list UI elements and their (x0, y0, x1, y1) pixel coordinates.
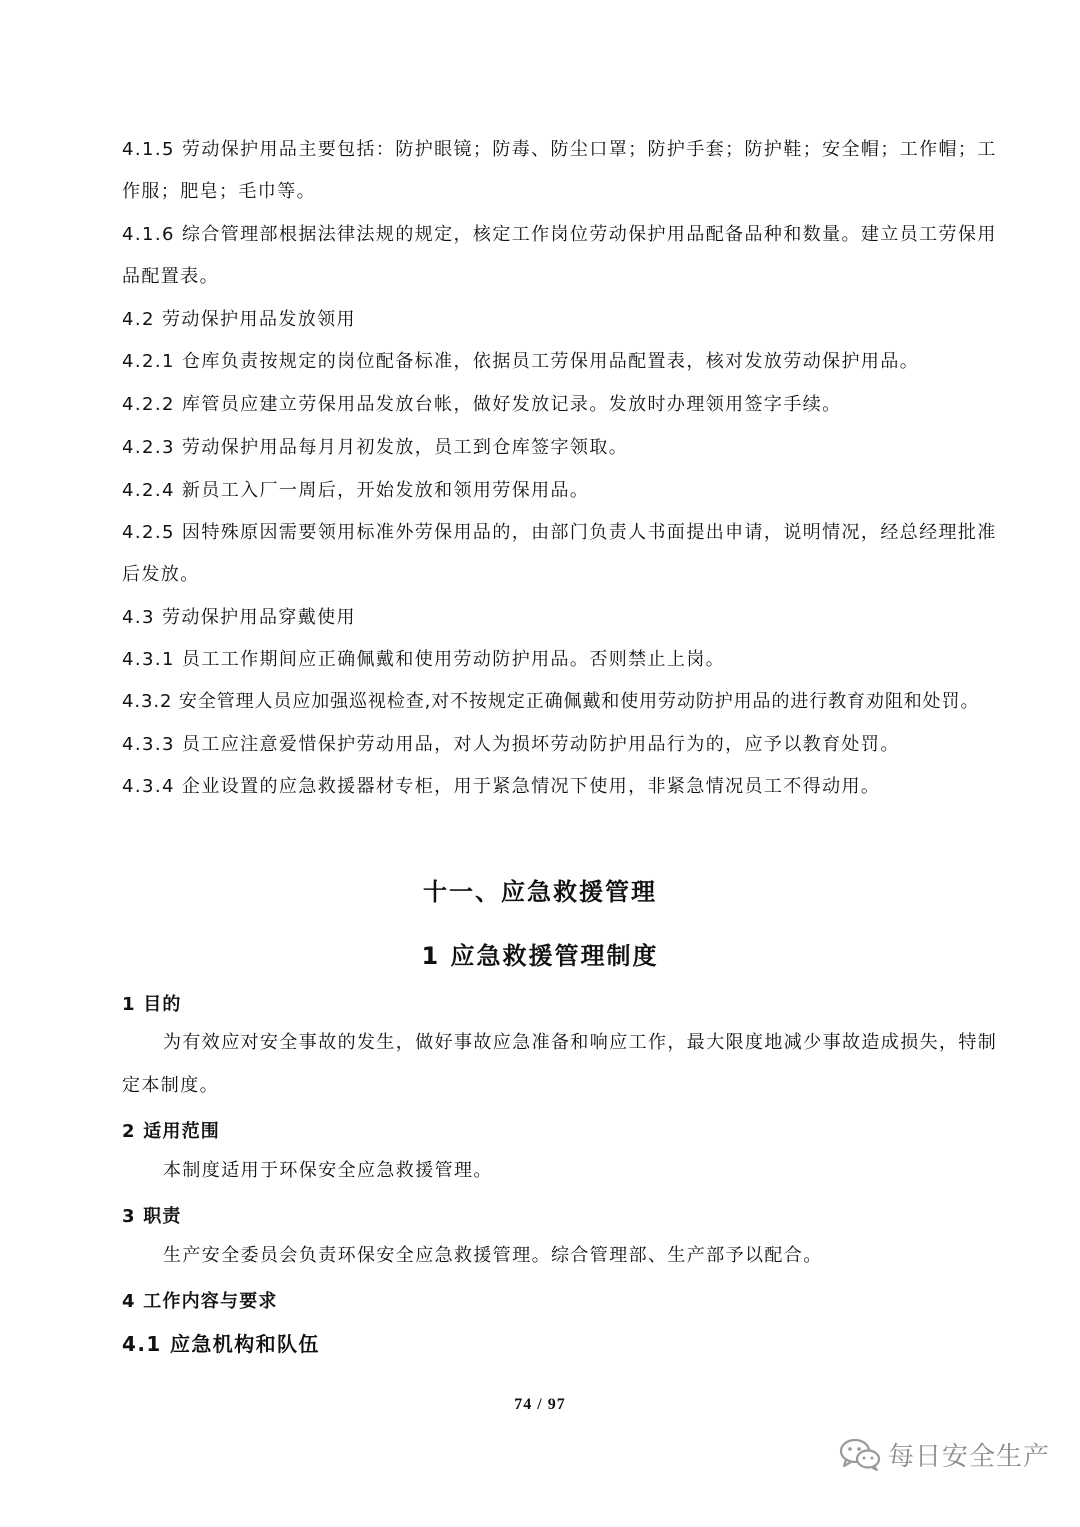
watermark-text: 每日安全生产 (888, 1441, 1051, 1472)
body-line: 4.2.5 因特殊原因需要领用标准外劳保用品的，由部门负责人书面提出申请，说明情况，经总经理批准 (122, 522, 997, 543)
body-line: 4.3 劳动保护用品穿戴使用 (122, 607, 356, 628)
body-line: 4.2.4 新员工入厂一周后，开始发放和领用劳保用品。 (122, 480, 590, 501)
body-line: 本制度适用于环保安全应急救援管理。 (163, 1160, 493, 1181)
body-line: 生产安全委员会负责环保安全应急救援管理。综合管理部、生产部予以配合。 (163, 1245, 823, 1266)
section-heading-purpose: 1 目的 (122, 994, 182, 1015)
section-heading-requirements: 4 工作内容与要求 (122, 1291, 278, 1312)
body-line: 为有效应对安全事故的发生，做好事故应急准备和响应工作，最大限度地减少事故造成损失，特制 (163, 1032, 998, 1053)
page-number: 74 / 97 (514, 1396, 566, 1413)
body-line: 4.3.2 安全管理人员应加强巡视检查,对不按规定正确佩戴和使用劳动防护用品的进行教育劝阻和处罚。 (122, 691, 980, 712)
wechat-icon (838, 1436, 882, 1472)
body-line: 4.3.1 员工工作期间应正确佩戴和使用劳动防护用品。否则禁止上岗。 (122, 649, 726, 670)
body-line: 4.2.3 劳动保护用品每月月初发放，员工到仓库签字领取。 (122, 437, 629, 458)
body-line: 作服；肥皂；毛巾等。 (122, 181, 316, 202)
subsection-heading: 4.1 应急机构和队伍 (122, 1332, 320, 1356)
body-line: 4.3.3 员工应注意爱惜保护劳动用品，对人为损坏劳动防护用品行为的，应予以教育处罚。 (122, 734, 900, 755)
body-line: 4.3.4 企业设置的应急救援器材专柜，用于紧急情况下使用，非紧急情况员工不得动用。 (122, 776, 881, 797)
body-line: 4.1.6 综合管理部根据法律法规的规定，核定工作岗位劳动保护用品配备品种和数量。建立员工劳保用 (122, 224, 997, 245)
body-line: 定本制度。 (122, 1075, 219, 1096)
body-line: 4.2.1 仓库负责按规定的岗位配备标准，依据员工劳保用品配置表，核对发放劳动保护用品。 (122, 351, 920, 372)
body-line: 4.2 劳动保护用品发放领用 (122, 309, 356, 330)
body-line: 4.2.2 库管员应建立劳保用品发放台帐，做好发放记录。发放时办理领用签字手续。 (122, 394, 842, 415)
body-line: 品配置表。 (122, 266, 219, 287)
body-line: 后发放。 (122, 564, 200, 585)
chapter-title: 十一、应急救援管理 (423, 878, 657, 906)
section-heading-duties: 3 职责 (122, 1206, 182, 1227)
body-line: 4.1.5 劳动保护用品主要包括：防护眼镜；防毒、防尘口罩；防护手套；防护鞋；安全帽；工作帽；工 (122, 139, 997, 160)
section-heading-scope: 2 适用范围 (122, 1121, 220, 1142)
section-title: 1 应急救援管理制度 (421, 942, 659, 970)
watermark (838, 1432, 1068, 1476)
